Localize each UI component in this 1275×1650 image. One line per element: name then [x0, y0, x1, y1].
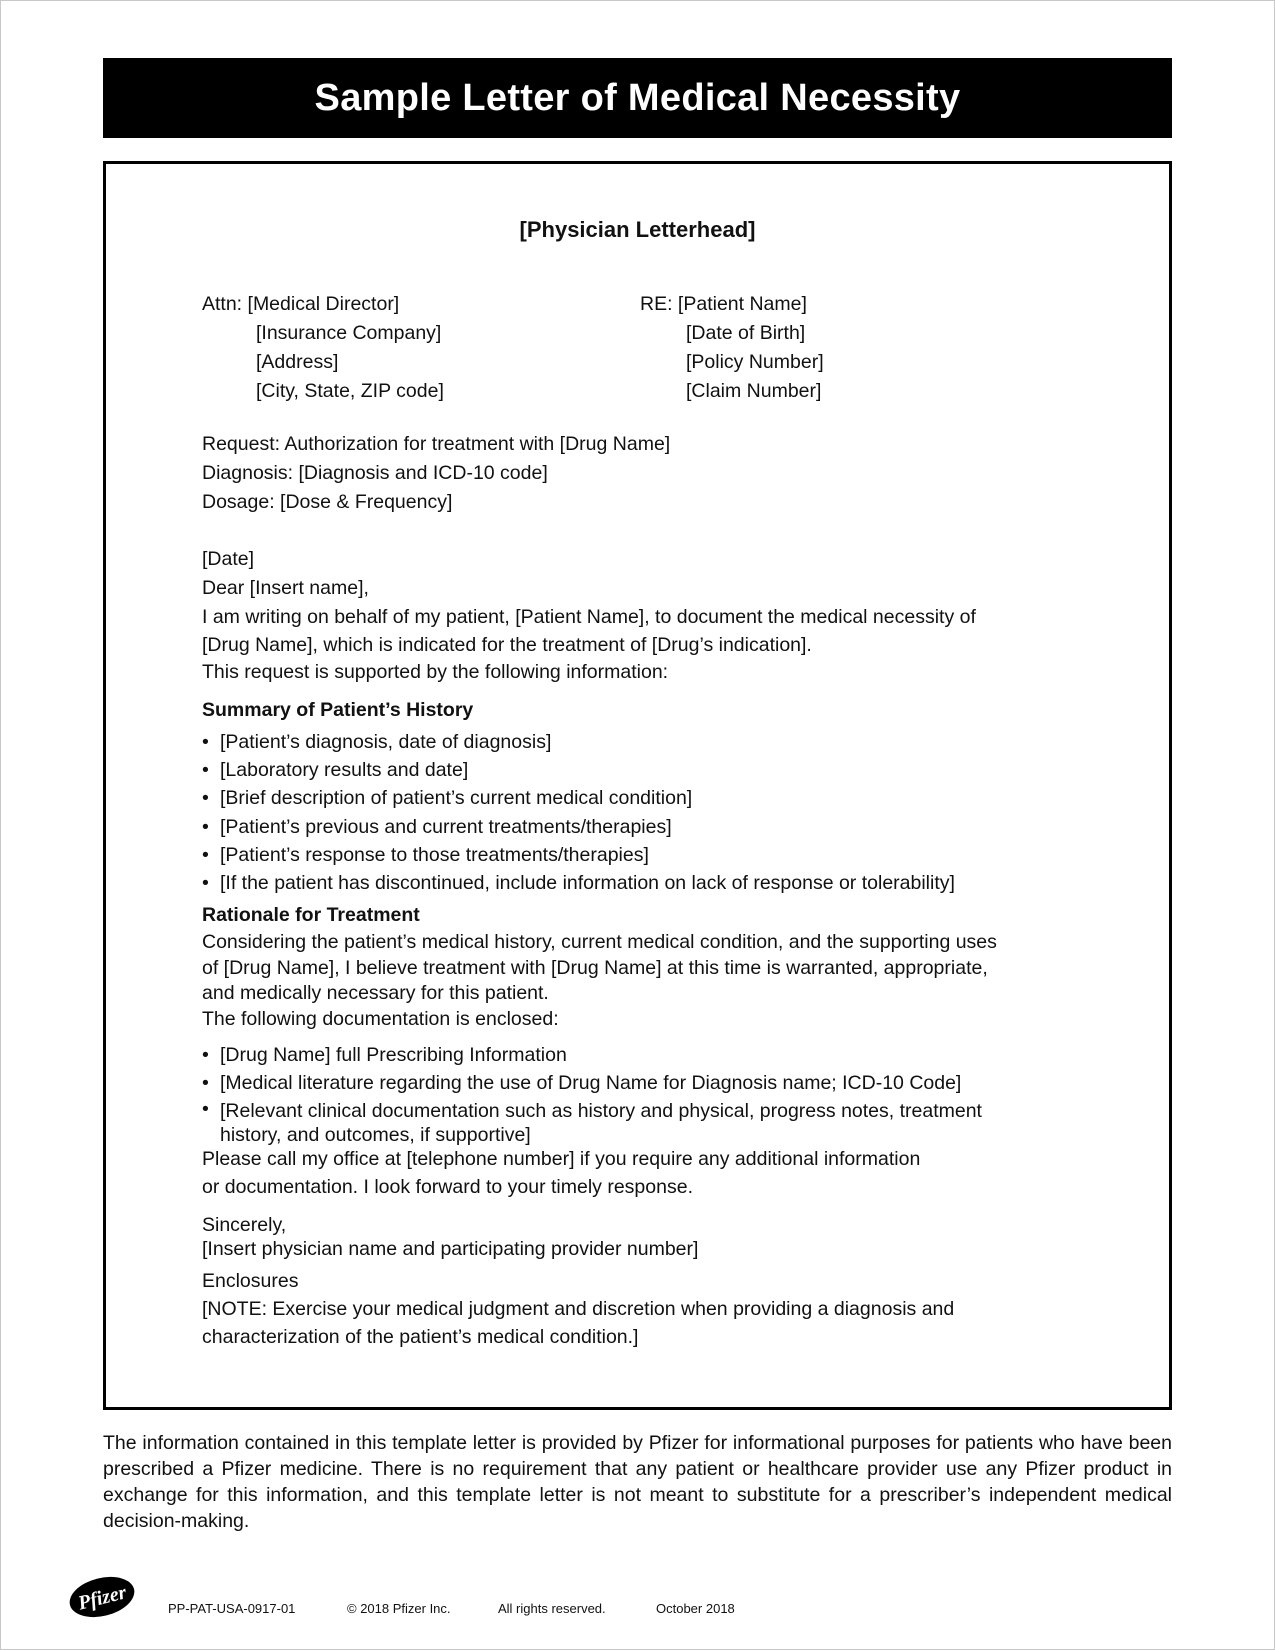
list-item-text: [Patient’s diagnosis, date of diagnosis]: [220, 731, 552, 753]
list-item: [202, 813, 955, 841]
rationale-line: and medically necessary for this patient.: [202, 982, 549, 1004]
pfizer-logo: [68, 1576, 136, 1618]
list-item: [202, 784, 955, 812]
list-item: [202, 1097, 982, 1147]
bullet: •: [202, 872, 209, 895]
list-item-text: [Relevant clinical documentation such as history and physical, progress notes, treatment: [220, 1100, 982, 1122]
bullet: •: [202, 1044, 209, 1066]
rationale-line: The following documentation is enclosed:: [202, 1007, 559, 1030]
signature: [Insert physician name and participating provider number]: [202, 1238, 699, 1260]
document-title: Sample Letter of Medical Necessity: [314, 76, 961, 119]
letter-date: [Date]: [202, 548, 255, 570]
rights-reserved: All rights reserved.: [498, 1601, 606, 1616]
document-code: PP-PAT-USA-0917-01: [168, 1601, 296, 1616]
intro-line: I am writing on behalf of my patient, [Patient Name], to document the medical necessity of: [202, 606, 976, 628]
bullet: •: [202, 731, 209, 753]
history-heading: Summary of Patient’s History: [202, 699, 474, 721]
list-item-text: [Laboratory results and date]: [220, 759, 469, 782]
rationale-paragraph: [202, 930, 997, 1032]
closing-line: Please call my office at [telephone number] if you require any additional information: [202, 1148, 921, 1170]
enclosures: Enclosures: [202, 1270, 299, 1292]
enclosed-list: [202, 1041, 982, 1147]
footer-date: October 2018: [656, 1601, 735, 1616]
sign-off: [202, 1213, 698, 1261]
date-salutation: [202, 545, 369, 603]
list-item: [202, 841, 955, 869]
rationale-line: Considering the patient’s medical history, current medical condition, and the supporting uses: [202, 931, 997, 953]
bullet: •: [202, 815, 209, 838]
bullet: •: [202, 759, 209, 782]
rationale-heading: Rationale for Treatment: [202, 904, 420, 926]
request-block: [202, 430, 670, 517]
copyright: © 2018 Pfizer Inc.: [347, 1601, 451, 1616]
attn-line: [Insurance Company]: [256, 322, 442, 344]
bullet: •: [202, 787, 209, 810]
salutation: Dear [Insert name],: [202, 577, 369, 599]
closing-paragraph: [202, 1145, 920, 1201]
list-item-text: [Patient’s previous and current treatments/therapies]: [220, 815, 672, 838]
re-line: [Date of Birth]: [686, 322, 806, 344]
list-item-text: [Drug Name] full Prescribing Information: [220, 1044, 567, 1066]
title-banner: [103, 58, 1172, 138]
intro-paragraph: [202, 604, 976, 687]
request-line: Request: Authorization for treatment with [Drug Name]: [202, 433, 671, 455]
bullet: •: [202, 1098, 209, 1120]
bullet: •: [202, 1072, 209, 1094]
list-item: [202, 869, 955, 897]
disclaimer: The information contained in this template letter is provided by Pfizer for informational purposes for patients who have been prescribed a Pfizer medicine. There is no requirement that any patient or healthcare provider use any Pfizer product in exchange for this information, and this template letter is not meant to substitute for a prescriber’s independent medical decision-making.: [103, 1432, 1172, 1532]
list-item-text: [Brief description of patient’s current medical condition]: [220, 787, 693, 810]
bullet: •: [202, 843, 209, 866]
rationale-line: of [Drug Name], I believe treatment with [Drug Name] at this time is warranted, appropriate,: [202, 956, 988, 979]
letterhead: [Physician Letterhead]: [519, 217, 756, 242]
re-label: RE: [Patient Name]: [640, 293, 807, 315]
sincerely: Sincerely,: [202, 1214, 287, 1236]
list-item-text: [Medical literature regarding the use of Drug Name for Diagnosis name; ICD-10 Code]: [220, 1072, 962, 1094]
diagnosis-line: Diagnosis: [Diagnosis and ICD-10 code]: [202, 462, 548, 484]
history-list: [202, 728, 955, 897]
list-item-text: [Patient’s response to those treatments/therapies]: [220, 843, 649, 866]
list-item-text: history, and outcomes, if supportive]: [220, 1124, 531, 1146]
attn-line: [Address]: [256, 351, 339, 373]
list-item-text: [If the patient has discontinued, include information on lack of response or tolerability]: [220, 872, 955, 895]
list-item: [202, 1041, 982, 1069]
note-line: [NOTE: Exercise your medical judgment and discretion when providing a diagnosis and: [202, 1298, 955, 1320]
dosage-line: Dosage: [Dose & Frequency]: [202, 491, 453, 513]
intro-line: This request is supported by the following information:: [202, 661, 669, 683]
closing-line: or documentation. I look forward to your timely response.: [202, 1176, 693, 1198]
logo-text: Pfizer: [75, 1581, 129, 1615]
list-item: [202, 1069, 982, 1097]
list-item: [202, 728, 955, 756]
re-line: [Claim Number]: [686, 380, 822, 402]
letter-box: [103, 161, 1172, 1410]
note-line: characterization of the patient’s medical condition.]: [202, 1326, 639, 1348]
intro-line: [Drug Name], which is indicated for the treatment of [Drug’s indication].: [202, 633, 812, 656]
enclosures-note: [202, 1267, 954, 1351]
attn-label: Attn: [Medical Director]: [202, 293, 400, 315]
re-line: [Policy Number]: [686, 351, 824, 373]
attn-line: [City, State, ZIP code]: [256, 380, 444, 402]
list-item: [202, 756, 955, 784]
